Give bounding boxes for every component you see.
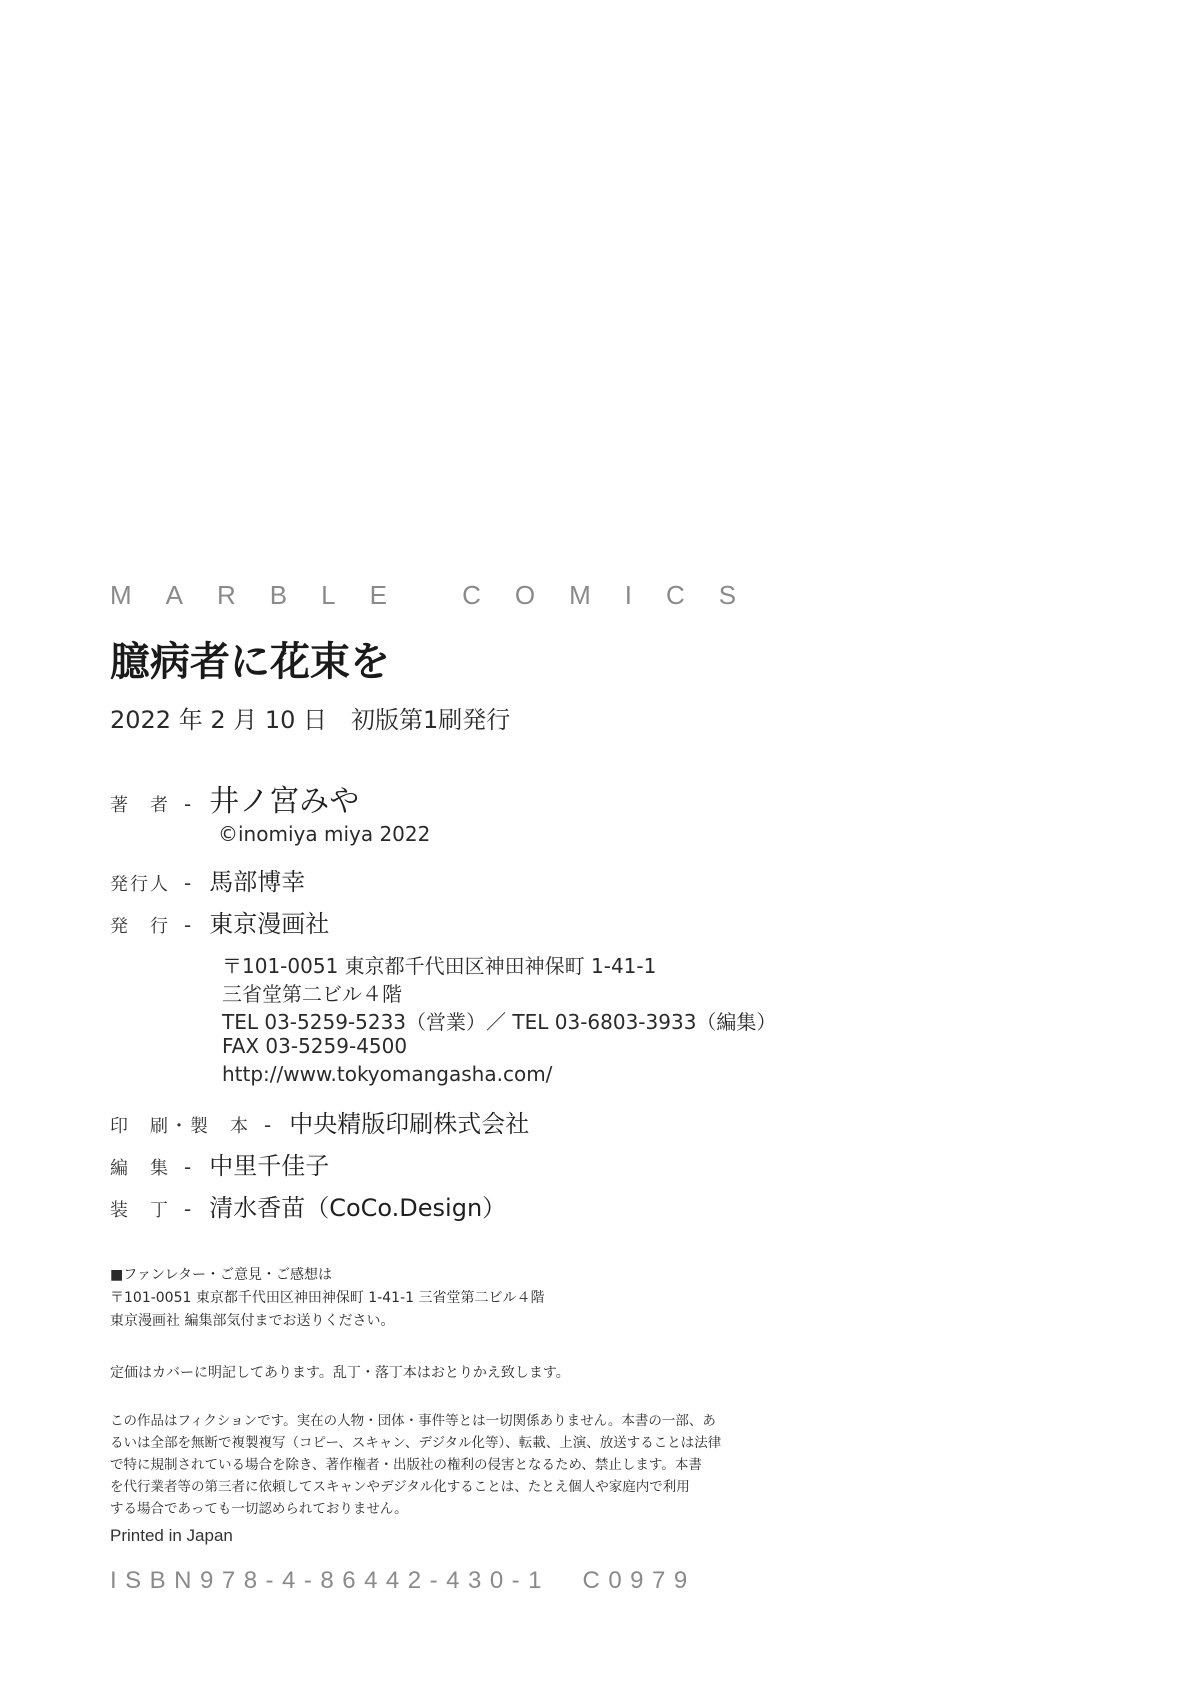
editor-name: 中里千佳子: [209, 1152, 330, 1180]
publisher-name: 東京漫画社: [209, 910, 330, 938]
price-note: [110, 1362, 750, 1385]
fanletter-block: [110, 1264, 750, 1333]
printing-company: 中央精版印刷株式会社: [289, 1110, 530, 1138]
credit-editor: [110, 1146, 329, 1181]
isbn-code: ISBN978-4-86442-430-1 C0979: [110, 1567, 696, 1594]
publication-date: 2022 年 2 月 10 日 初版第1刷発行: [110, 706, 511, 734]
fanletter-line: 東京漫画社 編集部気付までお送りください。: [110, 1313, 395, 1329]
credit-dash: -: [184, 792, 192, 816]
credit-design: [110, 1188, 506, 1223]
book-title: 臆病者に花束を: [110, 639, 390, 685]
address-line: http://www.tokyomangasha.com/: [222, 1062, 553, 1086]
designer-name: 清水香苗（CoCo.Design）: [209, 1194, 507, 1222]
credit-dash: -: [184, 1155, 192, 1179]
legal-block: [110, 1410, 750, 1520]
legal-line: るいは全部を無断で複製複写（コピー、スキャン、デジタル化等）、転載、上演、放送することは法律: [110, 1435, 722, 1451]
credit-printing: [110, 1104, 529, 1139]
credit-publisher-person: [110, 862, 305, 897]
credit-dash: -: [184, 913, 192, 937]
address-line: FAX 03-5259-4500: [222, 1034, 408, 1058]
fanletter-line: ■ファンレター・ご意見・ご感想は: [110, 1267, 333, 1283]
credit-dash: -: [184, 1197, 192, 1221]
author-name: 井ノ宮みや: [209, 784, 360, 819]
credit-author: [110, 776, 359, 820]
credit-role: 編 集: [110, 1158, 170, 1179]
address-line: TEL 03-5259-5233（営業）／ TEL 03-6803-3933（編集）: [222, 1010, 777, 1034]
printed-in: Printed in Japan: [110, 1526, 233, 1545]
copyright-line: ©inomiya miya 2022: [218, 822, 431, 846]
credit-dash: -: [184, 871, 192, 895]
address-line: 〒101-0051 東京都千代田区神田神保町 1-41-1: [222, 954, 657, 978]
credit-role: 発 行: [110, 916, 170, 937]
credit-role: 著 者: [110, 795, 170, 816]
credit-role: 装 丁: [110, 1200, 170, 1221]
price-note-line: 定価はカバーに明記してあります。乱丁・落丁本はおとりかえ致します。: [110, 1365, 570, 1381]
series-label: MARBLE COMICS: [110, 580, 771, 610]
fanletter-line: 〒101-0051 東京都千代田区神田神保町 1-41-1 三省堂第二ビル４階: [110, 1290, 545, 1306]
credit-role: 発行人: [110, 874, 170, 895]
credit-role: 印 刷・製 本: [110, 1116, 250, 1137]
legal-line: する場合であっても一切認められておりません。: [110, 1501, 408, 1517]
publisher-person-name: 馬部博幸: [209, 868, 306, 896]
credit-publisher: [110, 904, 329, 939]
credit-dash: -: [264, 1113, 272, 1137]
legal-line: を代行業者等の第三者に依頼してスキャンやデジタル化することは、たとえ個人や家庭内で利用: [110, 1479, 690, 1495]
legal-line: で特に規制されている場合を除き、著作権者・出版社の権利の侵害となるため、禁止します。本書: [110, 1457, 702, 1473]
legal-line: この作品はフィクションです。実在の人物・団体・事件等とは一切関係ありません。本書の一部、あ: [110, 1413, 716, 1429]
address-line: 三省堂第二ビル４階: [222, 982, 402, 1006]
